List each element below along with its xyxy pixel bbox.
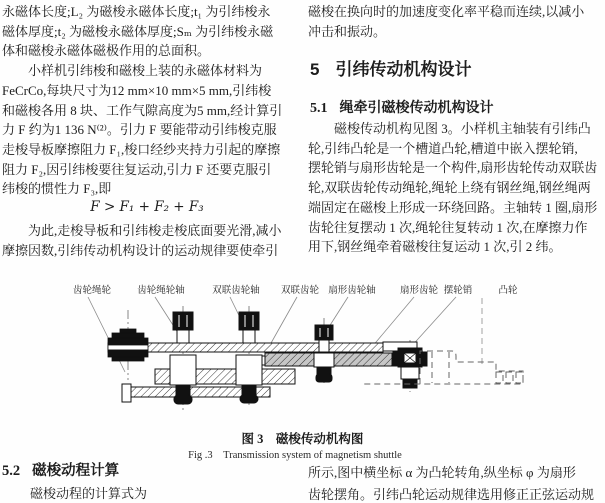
left-paragraphs bbox=[2, 2, 282, 199]
section-number: 5.1 bbox=[310, 101, 328, 116]
text-line: 和磁梭各用 8 块、工作气隙高度为5 mm,经计算引 bbox=[2, 102, 283, 118]
text-line: 轮,引纬凸轮是一个槽道凸轮,槽道中嵌入摆轮销, bbox=[308, 140, 578, 156]
text-line: 冲击和振动。 bbox=[308, 23, 387, 39]
right-paragraph bbox=[308, 2, 584, 41]
text-line: 走梭导板摩擦阻力 F₁,梭口经纱夹持力引起的摩擦 bbox=[2, 141, 281, 157]
label-double-gear: 双联齿轮 bbox=[280, 285, 320, 296]
section-5-2-heading bbox=[2, 459, 300, 480]
text-line: 用下,钢丝绳牵着磁梭往复运动 1 次,引 2 纬。 bbox=[308, 239, 562, 255]
text-line: 磁梭传动机构见图 3。小样机主轴装有引纬凸 bbox=[308, 121, 591, 136]
text-line: 所示,图中横坐标 α 为凸轮转角,纵坐标 φ 为扇形 bbox=[308, 465, 576, 480]
text-line: 摩擦因数,引纬传动机构设计的运动规律要使牵引 bbox=[2, 242, 279, 258]
left-paragraph-end bbox=[2, 221, 282, 260]
label-cam: 凸轮 bbox=[498, 285, 518, 296]
text-line: 轮,双联齿轮传动绳轮,绳轮上绕有钢丝绳,钢丝绳两 bbox=[308, 180, 591, 196]
section-title: 绳牵引磁梭传动机构设计 bbox=[339, 101, 494, 116]
label-gear-rope-wheel: 齿轮绳轮 bbox=[72, 285, 112, 296]
section-5-1-heading bbox=[310, 97, 494, 117]
text-line: 小样机引纬梭和磁梭上装的永磁体材料为 bbox=[2, 63, 263, 79]
section-title: 引纬传动机构设计 bbox=[335, 60, 472, 79]
section-number: 5 bbox=[310, 60, 320, 79]
section-5-heading bbox=[310, 55, 471, 80]
text-line: 磁体厚度;t₂ 为磁梭永磁体厚度;Sₘ 为引纬梭永磁 bbox=[2, 23, 274, 39]
text-line: 摆轮销与扇形齿轮是一个构件,扇形齿轮传动双联齿 bbox=[308, 160, 598, 176]
label-gear-rope-wheel-shaft: 齿轮绳轮轴 bbox=[137, 285, 185, 296]
section-title: 磁梭动程计算 bbox=[32, 463, 120, 479]
label-double-gear-shaft: 双联齿轮轴 bbox=[212, 285, 260, 296]
text-line: 齿轮摆角。引纬凸轮运动规律选用修正正弦运动规 bbox=[308, 486, 595, 502]
figure3-drawing bbox=[0, 278, 605, 436]
text-line: 磁梭在换向时的加速度变化率平稳而连续,以减小 bbox=[308, 4, 585, 19]
bottom-right-section bbox=[308, 462, 605, 503]
pendulum-pin bbox=[393, 348, 427, 388]
right-body-paragraph bbox=[308, 119, 597, 257]
top-bar bbox=[108, 342, 417, 352]
rope-wheel bbox=[108, 329, 148, 361]
label-sector-gear: 扇形齿轮 bbox=[399, 285, 439, 296]
figure-caption-zh: 图 3 磁梭传动机构图 bbox=[241, 432, 364, 446]
text-line: 永磁体长度;L₂ 为磁梭永磁体长度;t₁ 为引纬梭永 bbox=[2, 4, 271, 19]
text-line: FeCrCo,每块尺寸为12 mm×10 mm×5 mm,引纬梭 bbox=[2, 82, 272, 98]
bearing-assembly-3 bbox=[314, 325, 334, 382]
part-labels bbox=[73, 284, 518, 296]
text-line: 体和磁梭永磁体磁极作用的总面积。 bbox=[2, 43, 211, 59]
text-line: 端固定在磁梭上形成一环绕回路。主轴转 1 圈,扇形 bbox=[308, 199, 598, 215]
text-line: 力 F 约为1 136 N⁽²⁾。引力 F 要能带动引纬梭克服 bbox=[2, 122, 277, 138]
label-sector-gear-shaft: 扇形齿轮轴 bbox=[328, 285, 376, 296]
label-pendulum-pin: 摆轮销 bbox=[443, 285, 473, 296]
figure-caption-en: Fig .3 Transmission system of magnetism shuttle bbox=[188, 450, 402, 461]
text-line: 齿轮往复摆动 1 次,绳轮往复转动 1 次,在摩擦力作 bbox=[308, 219, 588, 235]
text-line: 为此,走梭导板和引纬梭走梭底面要光滑,减小 bbox=[2, 223, 282, 238]
text-line: 纬梭的惯性力 F₃,即 bbox=[2, 181, 112, 197]
section-number: 5.2 bbox=[2, 463, 21, 479]
formula-inequality: F > F₁ + F₂ + F₃ bbox=[90, 199, 204, 215]
text-line: 阻力 F₂,因引纬梭要往复运动,引力 F 还要克服引 bbox=[2, 161, 272, 177]
text-line: 磁梭动程的计算式为 bbox=[30, 486, 148, 501]
bottom-left-section bbox=[2, 459, 300, 502]
